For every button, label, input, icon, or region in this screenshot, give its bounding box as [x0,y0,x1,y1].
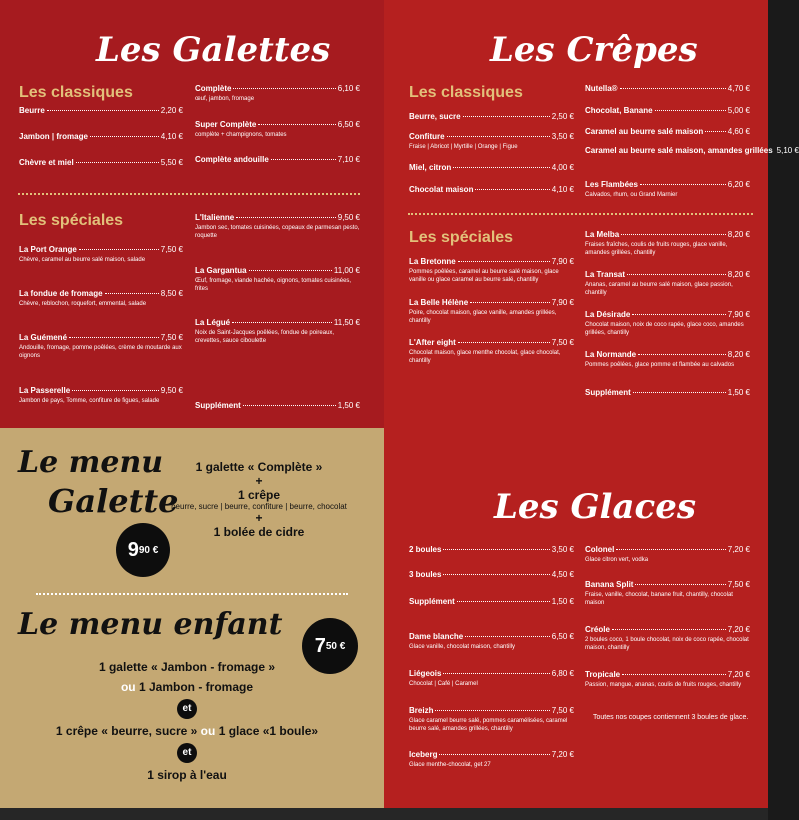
menu-item-name: 2 boules [409,545,442,554]
menu-item-price: 3,50 € [551,132,574,141]
menu-item-name: Liégeois [409,669,442,678]
menu-item-price: 7,20 € [727,670,750,679]
menu-item-price: 3,50 € [551,545,574,554]
menu-item-description: Jambon sec, tomates cuisinées, copeaux de parmesan pesto, roquette [195,225,360,239]
menu-item-price: 4,10 € [551,185,574,194]
menu-item-description: œuf, jambon, fromage [195,96,255,102]
menu-item-name: 3 boules [409,570,442,579]
menu-enfant-content [12,657,362,785]
menu-item-description: Chocolat maison, noix de coco rapée, glace coco, amandes grillées, chantilly [585,322,744,336]
menu-item [195,318,360,345]
menu-item-price: 5,10 € [776,146,799,155]
menu-item-name: Caramel au beurre salé maison [585,127,704,136]
menu-item-name: Jambon | fromage [19,132,88,141]
dot-leader [463,116,550,117]
menu-item-price: 7,50 € [551,338,574,347]
menu-item-name: La Légué [195,318,231,327]
menu-enfant-line-3a: 1 crêpe « beurre, sucre » [55,724,198,738]
menu-item [409,298,574,325]
menu-galette-line-2: 1 crêpe [237,488,281,502]
menu-item-price: 9,50 € [337,213,360,222]
menu-item-description: Pommes poêlées, caramel au beurre salé maison, glace vanille ou glace caramel au beurre salé, chantilly [409,269,559,283]
menu-item-name: La Belle Hélène [409,298,469,307]
menu-item-name: La Transat [585,270,626,279]
menu-item-price: 7,20 € [551,750,574,759]
menu-item-price: 8,20 € [727,230,750,239]
menu-item-name: Super Complète [195,120,257,129]
menu-item-name: La Guémené [19,333,68,342]
menu-item-description: 2 boules coco, 1 boule chocolat, noix de coco rapée, chocolat maison, chantilly [585,637,749,651]
dot-leader [470,302,550,303]
menu-item-price: 7,90 € [727,310,750,319]
dot-leader [258,124,335,125]
menu-item [195,155,360,164]
menu-item-name: Beurre [19,106,45,115]
menu-item-name: Supplément [195,401,241,410]
dot-leader [457,601,550,602]
menu-item [409,750,574,769]
menu-item-name: Chocolat maison [409,185,474,194]
menu-galette-content [155,460,363,539]
menu-item-description: Chèvre, reblochon, roquefort, emmental, salade [19,301,147,307]
menu-enfant-line-3b: 1 glace «1 boule» [218,724,319,738]
or-label: ou [120,680,136,694]
menu-galette-plus-1: + [255,474,263,488]
menu-item-price: 11,00 € [333,266,360,275]
menu-item-description: Glace menthe-chocolat, get 27 [409,762,491,768]
menu-item-description: Fraise, vanille, chocolat, banane fruit, chantilly, chocolat maison [585,592,733,606]
menu-item [585,388,750,397]
menu-item [195,84,360,103]
menu-item [585,580,750,607]
menu-item-price: 4,60 € [727,127,750,136]
menu-galette-line-1: 1 galette « Complète » [195,460,323,474]
menu-galette-plus-2: + [255,511,263,525]
menu-item-price: 11,50 € [333,318,360,327]
dot-leader [435,710,549,711]
dot-leader [616,549,725,550]
dot-leader [249,270,332,271]
crepes-classiques-title: Les classiques [409,84,523,101]
menu-item [195,401,360,410]
dot-leader [458,261,550,262]
menu-item [585,270,750,297]
menu-item-price: 4,00 € [551,163,574,172]
menu-item-price: 5,00 € [727,106,750,115]
menu-item [19,289,183,308]
separator [408,213,753,215]
menu-item-description: Glace caramel beurre salé, pommes caramélisées, caramel beurre salé, amandes grillées, chantilly [409,718,568,732]
menu-item-price: 7,20 € [727,545,750,554]
menu-item-price: 6,20 € [727,180,750,189]
dot-leader [447,136,550,137]
menu-item-price: 2,50 € [551,112,574,121]
menu-item [409,597,574,606]
menu-item-description: Andouille, fromage, pomme poêlées, crème de moutarde aux oignons [19,345,182,359]
menu-item-price: 5,50 € [160,158,183,167]
galettes-title: Les Galettes [96,30,331,70]
menu-item-price: 7,90 € [551,257,574,266]
menu-item-price: 6,50 € [551,632,574,641]
dot-leader [76,162,159,163]
dot-leader [79,249,159,250]
menu-item [409,257,574,284]
menu-enfant-title: Le menu enfant [18,607,283,642]
menu-enfant-line-4: 1 sirop à l'eau [147,768,227,782]
menu-item [585,625,750,652]
menu-item [585,670,750,689]
menu-item-name: Colonel [585,545,615,554]
menu-item-price: 7,50 € [727,580,750,589]
menu-item-name: Chocolat, Banane [585,106,653,115]
menu-item [19,158,183,167]
menu-item-description: Ananas, caramel au beurre salé maison, glace passion, chantilly [585,282,733,296]
dot-leader [475,189,549,190]
menu-item-name: L'After eight [409,338,456,347]
dot-leader [627,274,726,275]
menu-item-name: Tropicale [585,670,621,679]
menu-item-price: 4,70 € [727,84,750,93]
menu-item-price: 6,80 € [551,669,574,678]
dot-leader [236,217,336,218]
dot-leader [271,159,336,160]
menu-item [585,230,750,257]
menu-item-description: Chocolat | Café | Caramel [409,681,478,687]
dot-leader [458,342,550,343]
dot-leader [465,636,550,637]
galettes-classiques-title: Les classiques [19,84,133,101]
menu-item-name: Chèvre et miel [19,158,74,167]
dot-leader [69,337,159,338]
menu-galette-price: 9 [127,538,139,561]
dot-leader [632,314,725,315]
menu-galette-price-cents: 90 € [138,544,159,556]
dot-leader [638,354,726,355]
menu-item-price: 8,20 € [727,350,750,359]
glaces-note: Toutes nos coupes contiennent 3 boules de glace. [593,714,749,721]
menu-item-name: Supplément [585,388,631,397]
menu-item-price: 4,10 € [160,132,183,141]
dot-leader [443,574,549,575]
menu-item-name: L'Italienne [195,213,235,222]
menu-item-name: La Désirade [585,310,631,319]
dot-leader [105,293,159,294]
dot-leader [620,88,726,89]
menu-item-description: complète + champignons, tomates [195,132,287,138]
menu-item [409,545,574,554]
menu-item-description: Noix de Saint-Jacques poêlées, fondue de poireaux, crevettes, sauce ciboulette [195,330,335,344]
dot-leader [72,390,159,391]
menu-item [409,132,574,151]
menu-item-description: Passion, mangue, ananas, coulis de fruits rouges, chantilly [585,682,742,688]
menu-item-name: La Melba [585,230,620,239]
dot-leader [622,674,726,675]
menu-item-price: 7,50 € [160,333,183,342]
menu-item-description: Fraise | Abricot | Myrtille | Orange | Figue [409,144,518,150]
menu-item-name: Miel, citron [409,163,452,172]
menu-item-price: 1,50 € [337,401,360,410]
menu-item-name: Iceberg [409,750,438,759]
menu-item-description: Chocolat maison, glace menthe chocolat, glace chocolat, chantilly [409,350,561,364]
menu-item-price: 7,20 € [727,625,750,634]
menu-item [19,106,183,115]
menu-item-name: La Bretonne [409,257,456,266]
dot-leader [633,392,726,393]
menu-item-price: 9,50 € [160,386,183,395]
menu-enfant-line-2: 1 Jambon - fromage [138,680,254,694]
menu-item [195,120,360,139]
dot-leader [439,754,549,755]
menu-item [409,163,574,172]
menu-galette-title-2: Galette [48,482,179,520]
dot-leader [233,88,335,89]
menu-item [409,669,574,688]
menu-item [19,333,183,360]
menu-item-price: 2,20 € [160,106,183,115]
menu-item-price: 1,50 € [551,597,574,606]
glaces-title: Les Glaces [494,487,696,527]
separator [18,193,360,195]
menu-item [409,570,574,579]
menu-item-name: Banana Split [585,580,634,589]
dot-leader [47,110,159,111]
menu-item [19,132,183,141]
menu-item [585,545,750,564]
dot-leader [453,167,550,168]
menu-item-name: Breizh [409,706,434,715]
menu-item [19,386,183,405]
menu-item [195,213,360,240]
menu-item-description: Fraises fraîches, coulis de fruits rouges, glace vanille, amandes grillées, chantilly [585,242,728,256]
crepes-title: Les Crêpes [490,30,698,70]
menu-item-description: Chèvre, caramel au beurre salé maison, salade [19,257,146,263]
menu-item-name: Les Flambées [585,180,638,189]
menu-item-name: Supplément [409,597,455,606]
menu-item-name: La fondue de fromage [19,289,103,298]
crepes-speciales-title: Les spéciales [409,229,514,246]
menu-enfant-line-1: 1 galette « Jambon - fromage » [98,660,276,674]
menu-item-name: Complète [195,84,232,93]
menu-item-name: La Passerelle [19,386,71,395]
menu-enfant-price-cents: 50 € [325,640,346,652]
menu-item-description: Pommes poêlées, glace pomme et flambée au calvados [585,362,735,368]
and-badge: et [177,699,197,719]
menu-item-description: Glace vanille, chocolat maison, chantilly [409,644,516,650]
or-label: ou [200,724,216,738]
menu-item-description: Glace citron vert, vodka [585,557,649,563]
dot-leader [443,673,549,674]
menu-galette-line-3: 1 bolée de cidre [213,525,305,539]
menu-item-price: 8,20 € [727,270,750,279]
menu-item [409,338,574,365]
menu-item-name: Beurre, sucre [409,112,461,121]
menu-item [409,112,574,121]
menu-item [585,84,750,93]
bottom-bar [0,808,768,820]
menu-item [585,127,750,136]
dot-leader [90,136,159,137]
galettes-speciales-title: Les spéciales [19,212,124,229]
menu-item [195,266,360,293]
menu-item-price: 8,50 € [160,289,183,298]
menu-item-name: Confiture [409,132,445,141]
menu-item-price: 6,50 € [337,120,360,129]
menu-item-description: Calvados, rhum, ou Grand Marnier [585,192,678,198]
menu-item-price: 6,10 € [337,84,360,93]
menu-item-price: 7,90 € [551,298,574,307]
menu-item-description: Œuf, fromage, viande hachée, oignons, tomates cuisinées, frites [195,278,352,292]
dot-leader [621,234,726,235]
menu-item-name: Créole [585,625,610,634]
menu-item-name: La Port Orange [19,245,77,254]
menu-item-price: 7,10 € [337,155,360,164]
menu-item [409,185,574,194]
menu-item [585,146,799,155]
menu-item-name: Nutella® [585,84,618,93]
menu-item-price: 7,50 € [551,706,574,715]
menu-item-price: 7,50 € [160,245,183,254]
menu-item [585,350,750,369]
menu-item-description: Jambon de pays, Tomme, confiture de figues, salade [19,398,160,404]
menu-item-price: 4,50 € [551,570,574,579]
menu-item-name: Dame blanche [409,632,464,641]
and-badge: et [177,743,197,763]
menu-item [585,310,750,337]
dot-leader [640,184,726,185]
menu-galette-title-1: Le menu [18,445,164,480]
separator [36,593,348,595]
dot-leader [243,405,336,406]
menu-item-name: Complète andouille [195,155,269,164]
menu-item [585,106,750,115]
menu-galette-line-2-desc: beurre, sucre | beurre, confiture | beurre, chocolat [171,502,347,511]
menu-item-name: La Normande [585,350,637,359]
dot-leader [443,549,549,550]
menu-item-name: La Gargantua [195,266,247,275]
menu-item [585,180,750,199]
dot-leader [232,322,332,323]
dot-leader [705,131,725,132]
dot-leader [655,110,726,111]
menu-item-description: Poire, chocolat maison, glace vanille, amandes grillées, chantilly [409,310,557,324]
dot-leader [612,629,726,630]
menu-item [19,245,183,264]
menu-item-price: 1,50 € [727,388,750,397]
menu-item [409,632,574,651]
menu-enfant-price: 7 [314,634,326,657]
menu-item [409,706,574,733]
menu-item-name: Caramel au beurre salé maison, amandes grillées [585,146,773,155]
dot-leader [635,584,725,585]
